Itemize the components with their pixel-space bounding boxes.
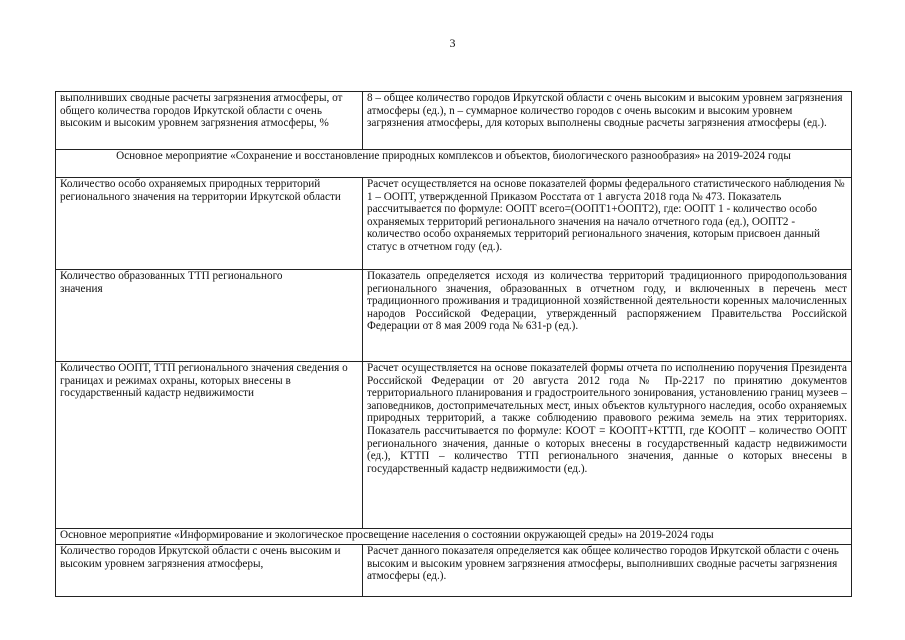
calculation-method-cell: 8 – общее количество городов Иркутской области с очень высоким и высоким уровнем загрязнения атмосферы (ед.), n – суммарное количество городов с очень высоким и высоким уровнем загрязнения атмосферы, для которых выполнены сводные расчеты загрязнения атмосферы (ед.). [363,92,852,150]
table-row [56,178,852,270]
table-row [56,362,852,529]
table-row [56,545,852,597]
calculation-method-cell: Расчет осуществляется на основе показателей формы отчета по исполнению поручения Президента Российской Федерации от 20 августа 2012 года № Пр-2217 по принятию документов территориального планирования и градостроительного зонирования, установлению границ музеев – заповедников, достопримечательных мест, иных объектов культурного наследия, особо охраняемых природных территорий, а также соблюдению правового режима земель на этих территориях. Показатель рассчитывается по формуле: КООТ = КООПТ+КТТП, где КООПТ – количество ООПТ регионального значения, данные о которых внесены в государственный кадастр недвижимости (ед.), КТТП – количество ТТП регионального значения, данные о которых внесены в государственный кадастр недвижимости (ед.). [363,362,852,529]
section-title: Основное мероприятие «Информирование и экологическое просвещение населения о состоянии окружающей среды» на 2019-2024 годы [56,529,852,545]
calculation-method-cell: Расчет осуществляется на основе показателей формы федерального статистического наблюдения № 1 – ООПТ, утвержденной Приказом Росстата от 1 августа 2018 года № 473. Показатель рассчитывается по формуле: ООПТ всего=(ООПТ1+ООПТ2), где: ООПТ 1 - количество особо охраняемых территорий регионального значения на начало отчетного года (ед.), ООПТ2 - количество особо охраняемых территорий регионального значения, которым присвоен данный статус в отчетном году (ед.). [363,178,852,270]
section-title: Основное мероприятие «Сохранение и восстановление природных комплексов и объектов, биологического разнообразия» на 2019-2024 годы [56,150,852,178]
page-number: 3 [449,36,456,50]
table-row [56,270,852,362]
section-header-row [56,529,852,545]
calculation-method-cell: Показатель определяется исходя из количества территорий традиционного природопользования регионального значения, образованных в отчетном году, и включенных в перечень мест традиционного проживания и традиционной хозяйственной деятельности коренных малочисленных народов Российской Федерации, утвержденный распоряжением Правительства Российской Федерации от 8 мая 2009 года № 631-р (ед.). [363,270,852,362]
indicator-name-cell: Количество ООПТ, ТТП регионального значения сведения о границах и режимах охраны, которых внесены в государственный кадастр недвижимости [56,362,363,529]
table-row [56,92,852,150]
section-header-row [56,150,852,178]
indicator-name-cell: Количество городов Иркутской области с очень высоким и высоким уровнем загрязнения атмосферы, [56,545,363,597]
indicator-name-cell: Количество образованных ТТП регионального значения [56,270,363,362]
indicator-table [55,91,852,597]
indicator-name-cell: выполнивших сводные расчеты загрязнения атмосферы, от общего количества городов Иркутской области с очень высоким и высоким уровнем загрязнения атмосферы, % [56,92,363,150]
indicator-name-cell: Количество особо охраняемых природных территорий регионального значения на территории Иркутской области [56,178,363,270]
calculation-method-cell: Расчет данного показателя определяется как общее количество городов Иркутской области с очень высоким и высоким уровнем загрязнения атмосферы, выполнивших сводные расчеты загрязнения атмосферы (ед.). [363,545,852,597]
